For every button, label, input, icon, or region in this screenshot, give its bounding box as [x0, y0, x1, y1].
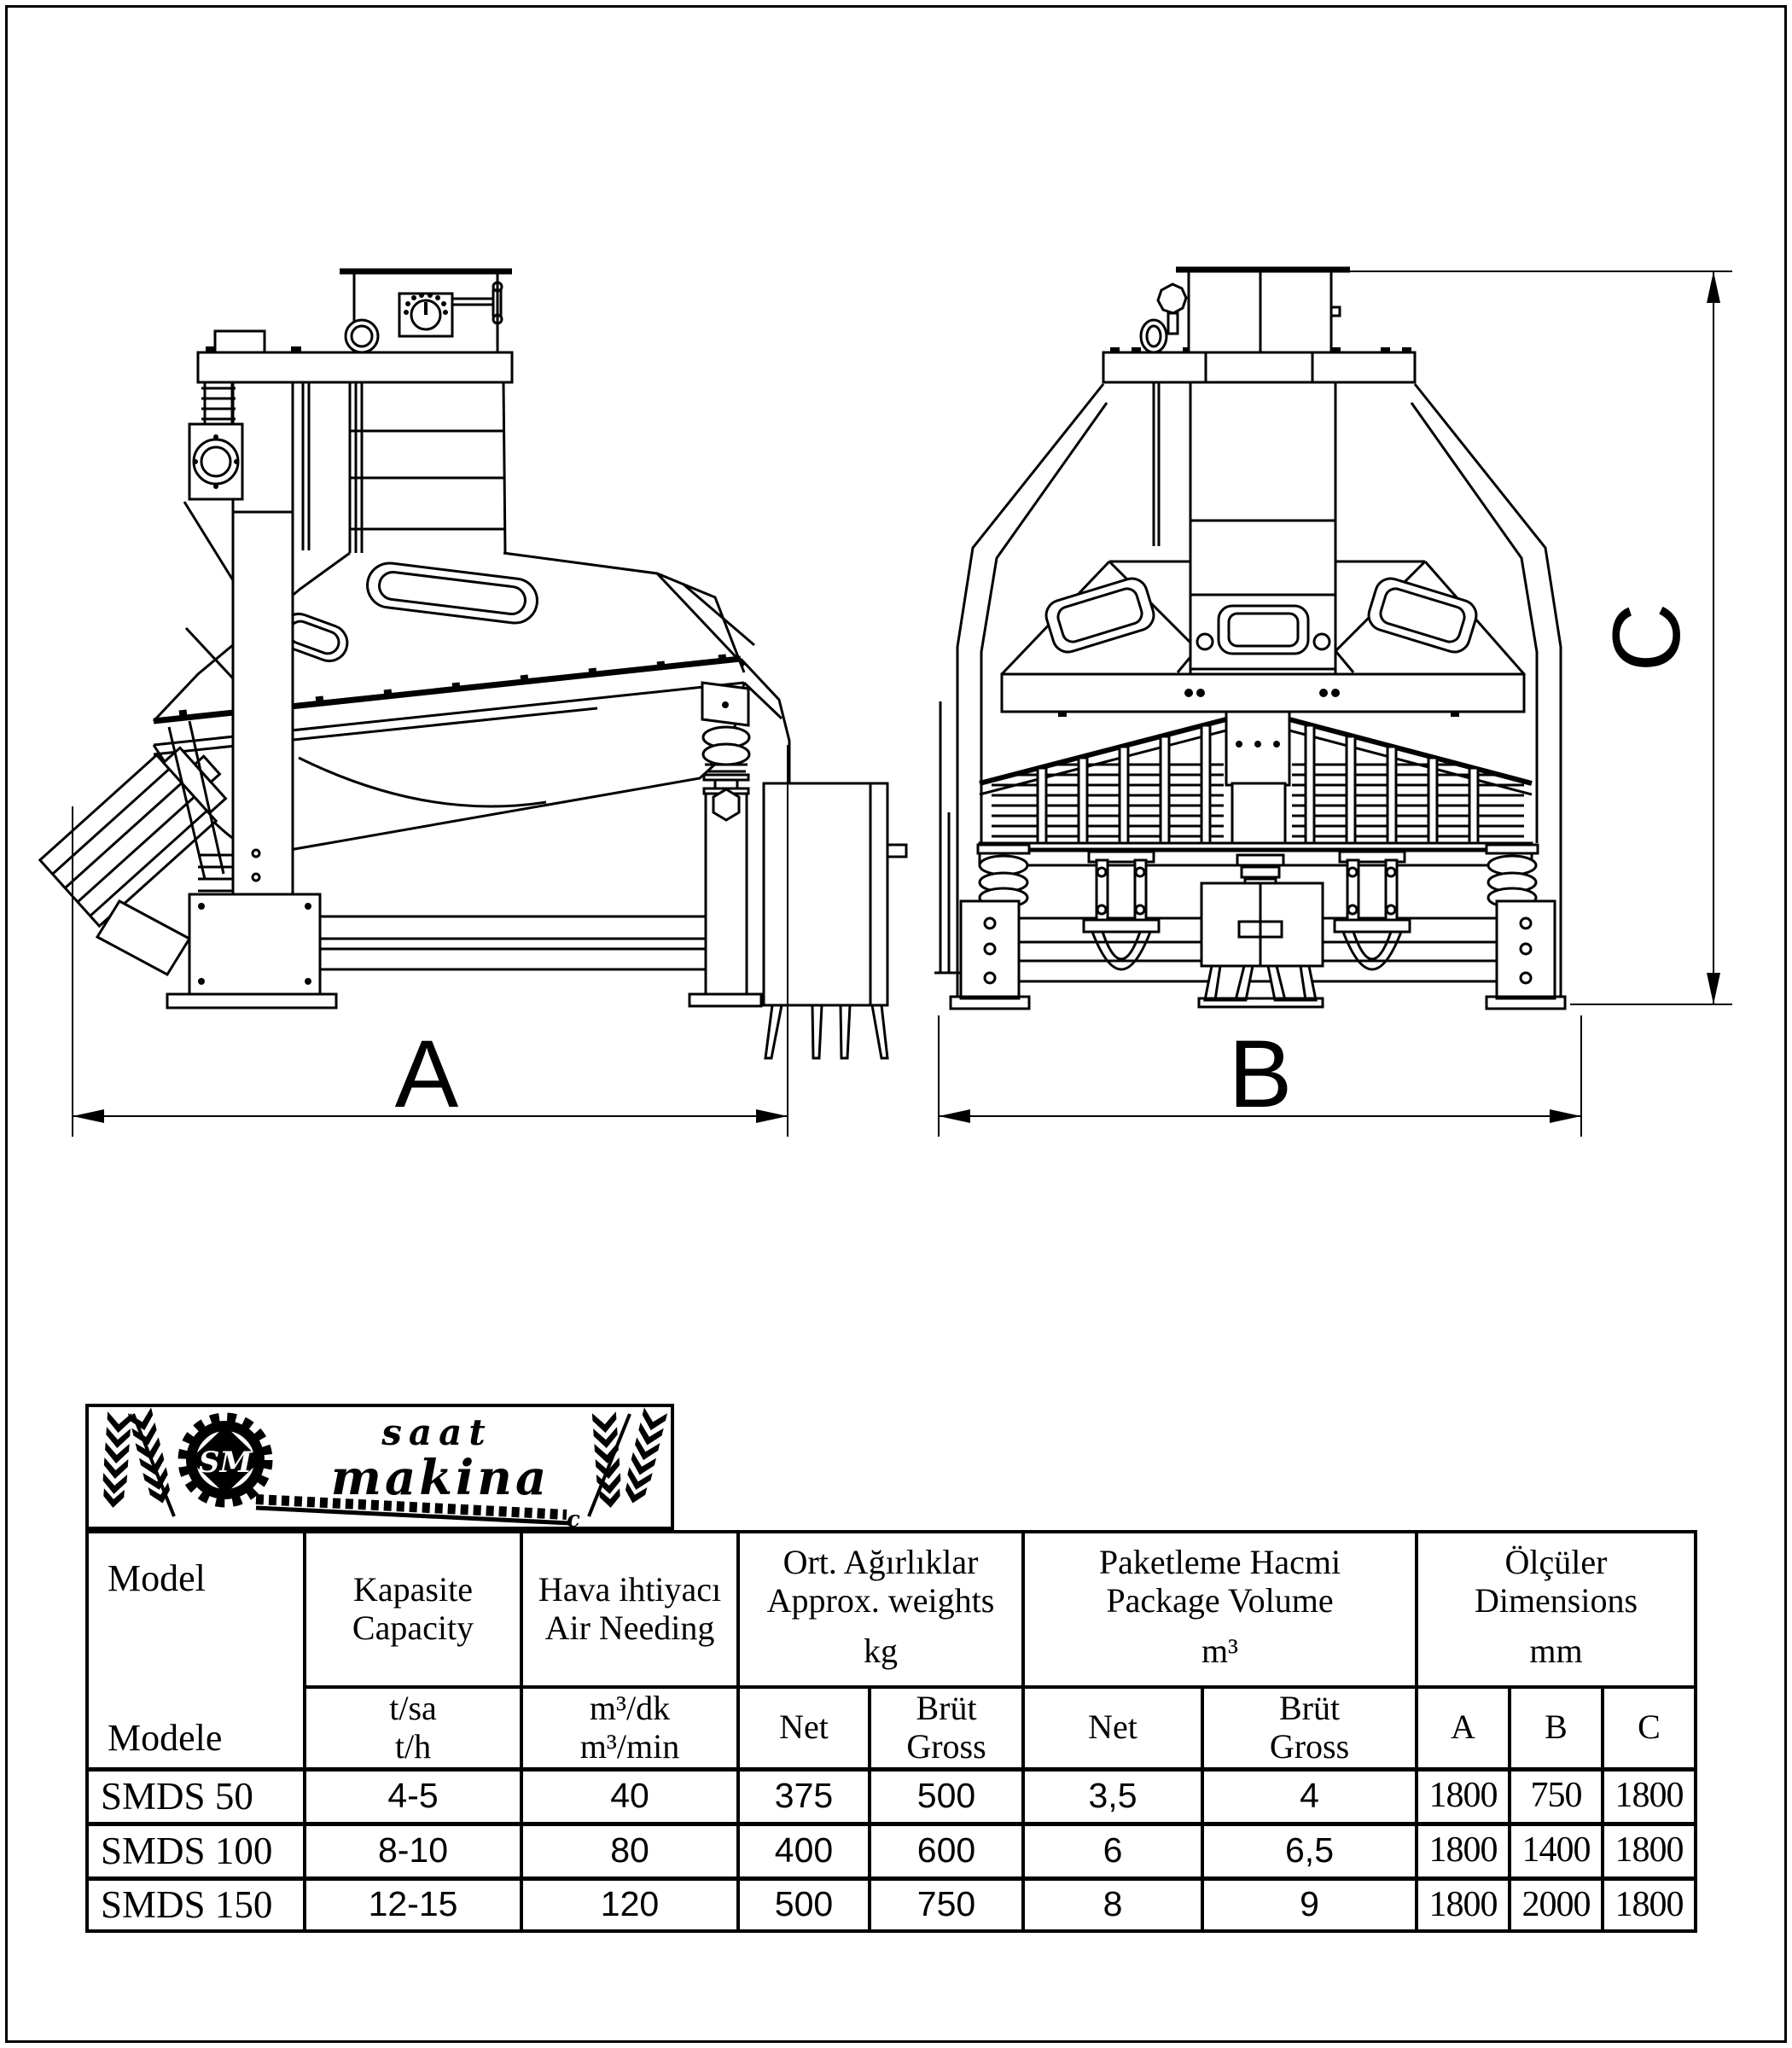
- cell-grosskg-1: 600: [870, 1824, 1023, 1878]
- subheader-capacity-unit: [305, 1687, 521, 1769]
- cell-grossm3-0: 4: [1202, 1769, 1417, 1824]
- capacity-unit2: t/h: [394, 1726, 432, 1766]
- header-air-tr: Hava ihtiyacı: [538, 1570, 722, 1609]
- brand-name-top: saat: [381, 1411, 492, 1453]
- subheader-dim-c: C: [1603, 1687, 1696, 1769]
- gear-icon: [184, 1419, 266, 1501]
- gross-en-kg: Gross: [906, 1726, 986, 1766]
- header-volume-tr: Paketleme Hacmi: [1098, 1543, 1341, 1581]
- cell-a-2: 1800: [1417, 1878, 1510, 1931]
- header-dims-tr: Ölçüler: [1504, 1543, 1608, 1581]
- brand-name-bottom: makina: [330, 1450, 550, 1506]
- cell-netkg-2: 500: [738, 1878, 870, 1931]
- louvers-left: [992, 725, 1224, 843]
- cell-model-2: SMDS 150: [87, 1878, 305, 1931]
- header-dims-unit: mm: [1529, 1631, 1583, 1670]
- dim-label-a: A: [394, 1021, 459, 1127]
- cell-netkg-1: 400: [738, 1824, 870, 1878]
- cell-grossm3-1: 6,5: [1202, 1824, 1417, 1878]
- monogram-sm: SM: [198, 1446, 253, 1480]
- header-volume-unit: m³: [1201, 1631, 1239, 1670]
- front-view-drawing: [939, 270, 1732, 1137]
- control-cabinet: [764, 783, 906, 1058]
- subheader-dim-b: B: [1510, 1687, 1603, 1769]
- cell-grossm3-2: 9: [1202, 1878, 1417, 1931]
- header-volume-en: Package Volume: [1106, 1580, 1334, 1620]
- cell-b-0: 750: [1510, 1769, 1603, 1824]
- header-model-line1: Model: [108, 1557, 206, 1599]
- header-model-line2: Modele: [108, 1716, 223, 1759]
- dim-label-c: C: [1593, 602, 1700, 672]
- cell-model-1: SMDS 100: [87, 1824, 305, 1878]
- table-row: [87, 1769, 1696, 1824]
- cell-netkg-0: 375: [738, 1769, 870, 1824]
- table-row: [87, 1824, 1696, 1878]
- subheader-gross-kg: [870, 1687, 1023, 1769]
- header-weights: [738, 1532, 1023, 1687]
- header-volume: [1023, 1532, 1417, 1687]
- header-weights-en: Approx. weights: [766, 1580, 995, 1620]
- cell-netm3-2: 8: [1023, 1878, 1202, 1931]
- spec-table: [85, 1530, 1697, 1933]
- cell-c-2: 1800: [1603, 1878, 1696, 1931]
- capacity-unit1: t/sa: [389, 1688, 437, 1727]
- air-unit2: m³/min: [579, 1726, 680, 1766]
- cell-b-2: 2000: [1510, 1878, 1603, 1931]
- subheader-air-unit: [521, 1687, 738, 1769]
- subheader-net-kg: Net: [738, 1687, 870, 1769]
- cell-netm3-1: 6: [1023, 1824, 1202, 1878]
- logo-mark: ç: [567, 1507, 580, 1527]
- header-dims-en: Dimensions: [1474, 1580, 1638, 1620]
- louvers-right: [1292, 725, 1524, 843]
- suspension-left: [1084, 852, 1159, 969]
- header-dimensions: [1417, 1532, 1696, 1687]
- cell-air-0: 40: [521, 1769, 738, 1824]
- wheat-icon-right: [589, 1407, 667, 1516]
- header-weights-unit: kg: [864, 1631, 898, 1670]
- cell-capacity-2: 12-15: [305, 1878, 521, 1931]
- air-unit1: m³/dk: [589, 1688, 671, 1727]
- cell-air-2: 120: [521, 1878, 738, 1931]
- header-model: [87, 1532, 305, 1769]
- header-capacity-tr: Kapasite: [353, 1570, 473, 1609]
- subheader-gross-m3: [1202, 1687, 1417, 1769]
- cell-netm3-0: 3,5: [1023, 1769, 1202, 1824]
- logo-box: [85, 1404, 674, 1530]
- cell-capacity-0: 4-5: [305, 1769, 521, 1824]
- side-view-drawing: [40, 271, 966, 1137]
- header-capacity-en: Capacity: [352, 1609, 474, 1647]
- cell-air-1: 80: [521, 1824, 738, 1878]
- dim-label-b: B: [1228, 1021, 1293, 1127]
- header-air-en: Air Needing: [544, 1609, 715, 1647]
- suspension-right: [1335, 852, 1410, 969]
- header-air: [521, 1532, 738, 1687]
- header-capacity: [305, 1532, 521, 1687]
- wheat-icon-left: [101, 1407, 174, 1516]
- dimension-b: [939, 1015, 1581, 1137]
- header-weights-tr: Ort. Ağırlıklar: [783, 1543, 979, 1581]
- subheader-net-m3: Net: [1023, 1687, 1202, 1769]
- cell-c-0: 1800: [1603, 1769, 1696, 1824]
- cell-a-0: 1800: [1417, 1769, 1510, 1824]
- gross-en-m3: Gross: [1269, 1726, 1350, 1766]
- cell-model-0: SMDS 50: [87, 1769, 305, 1824]
- table-row: [87, 1878, 1696, 1931]
- cell-grosskg-2: 750: [870, 1878, 1023, 1931]
- cell-a-1: 1800: [1417, 1824, 1510, 1878]
- gross-tr-m3: Brüt: [1278, 1688, 1341, 1727]
- cell-grosskg-0: 500: [870, 1769, 1023, 1824]
- logo-art: [89, 1407, 671, 1527]
- subheader-dim-a: A: [1417, 1687, 1510, 1769]
- cell-b-1: 1400: [1510, 1824, 1603, 1878]
- cell-capacity-1: 8-10: [305, 1824, 521, 1878]
- gross-tr-kg: Brüt: [916, 1688, 977, 1727]
- cell-c-1: 1800: [1603, 1824, 1696, 1878]
